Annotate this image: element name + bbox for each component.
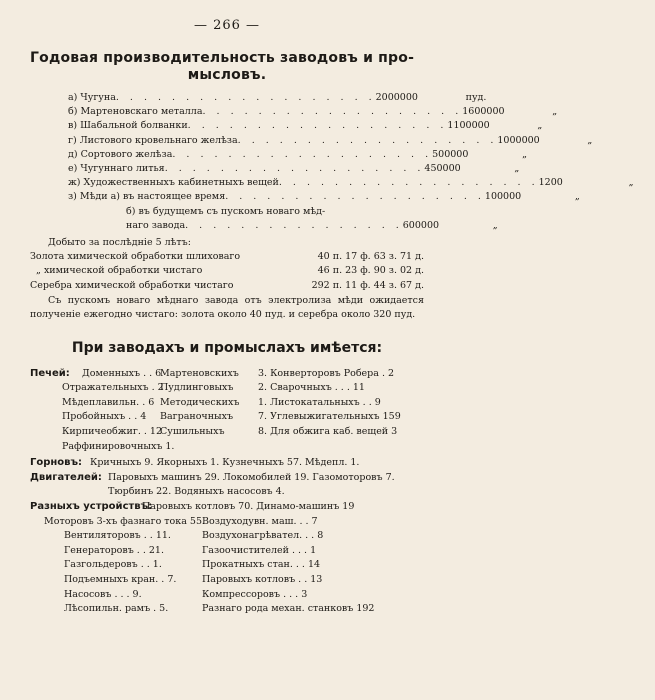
mined-list [30,250,424,294]
furnaces-row: Пробойныхъ . . 4 Ваграночныхъ 7. Углевыжигательныхъ 159 [62,411,401,423]
misc-line-1: Паровыхъ котловъ 70. Динамо-машинъ 19 [142,501,355,512]
production-row: е) Чугуннаго литья . . . . . . . . . . . . . . . . . . . 450000 „ [68,162,520,174]
mined-heading: Добыто за послѣдніе 5 лѣтъ: [48,236,191,248]
misc-row: Моторовъ 3-хъ фазнаго тока 55. Воздуходувн. маш. . . 7 [44,515,318,527]
furnaces-row: Кирпичеобжиг. . 12 Сушильныхъ 8. Для обжига каб. вещей 3 [62,426,398,438]
misc-list [30,516,424,618]
misc-row [30,501,424,516]
forges-row [30,457,424,472]
mined-row: Золота химической обработки шлиховаго 40 п. 17 ф. 63 з. 71 д. [30,250,424,262]
production-row: ж) Художественныхъ кабинетныхъ вещей . . . . . . . . . . . . . . . . . . . 1200 „ [68,177,634,189]
page-number: — 266 — [193,18,261,33]
production-row: д) Сортового желѣза . . . . . . . . . . . . . . . . . . . 500000 „ [68,148,528,160]
engines-line-1: Паровыхъ машинъ 29. Локомобилей 19. Газомоторовъ 7. [108,471,395,483]
forges-caption: Горновъ: [30,457,83,469]
engines-row [30,472,424,487]
title-line-2: мысловъ. [187,67,267,83]
production-row-copper-future: б) въ будущемъ съ пускомъ новаго мѣд- [126,205,326,217]
title [30,50,424,84]
furnaces-caption: Печей: [30,367,70,379]
engines-row [30,486,424,501]
production-row: а) Чугуна . . . . . . . . . . . . . . . . . . . 2000000 пуд. [68,92,487,103]
engines-caption: Двигателей: [30,471,102,483]
production-row-copper-future-value: наго завода . . . . . . . . . . . . . . . . 600000 „ [126,219,498,231]
engines-line-2: Тюрбинъ 22. Водяныхъ насосовъ 4. [108,486,285,498]
misc-row: Генераторовъ . . 21. Газоочистителей . . . 1 [64,544,317,556]
production-list [68,92,634,234]
production-row: з) Мѣди а) въ настоящее время . . . . . . . . . . . . . . . . . . . 100000 „ [68,191,580,203]
furnaces-row: Мѣдеплавильн. . 6 Методическихъ 1. Листокатальныхъ . . 9 [62,396,381,408]
misc-row: Подъемныхъ кран. . 7. Паровыхъ котловъ . . 13 [64,573,323,585]
misc-row: Насосовъ . . . 9. Компрессоровъ . . . 3 [64,588,308,600]
misc-row: Газгольдеровъ . . 1. Прокатныхъ стан. . . 14 [64,559,321,571]
section-heading: При заводахъ и промыслахъ имѣется: [71,339,383,356]
misc-caption: Разныхъ устройствъ: [30,501,153,512]
production-row: в) Шабальной болванки . . . . . . . . . . . . . . . . . . . 1100000 „ [68,120,543,132]
forges-text: Кричныхъ 9. Якорныхъ 1. Кузнечныхъ 57. Мѣдепл. 1. [90,457,360,469]
misc-row: Вентиляторовъ . . 11. Воздухонагрѣвател. . . 8 [64,530,324,542]
production-row: г) Листового кровельнаго желѣза . . . . . . . . . . . . . . . . . . . 1000000 „ [68,134,593,146]
mined-row: Серебра химической обработки чистаго 292 п. 11 ф. 44 з. 67 д. [30,280,424,292]
copper-paragraph: Съ пускомъ новаго мѣднаго завода отъ электролиза мѣди ожидается полученіе ежегодно чистаго: золота около 40 пуд. и серебра около 320 пуд. [30,294,424,320]
title-line-1: Годовая производительность заводовъ и про- [30,50,415,66]
production-row: б) Мартеновскаго металла . . . . . . . . . . . . . . . . . . . 1600000 „ [68,106,558,118]
misc-row: Лѣсопильн. рамъ . 5. Разнаго рода механ. станковъ 192 [64,603,375,615]
furnaces-row: Печей: Доменныхъ . . 6 Мартеновскихъ 3. Конверторовъ Робера . 2 [30,367,395,379]
furnaces-section [30,368,424,456]
furnaces-row: Отражательныхъ . 2 Пудлинговыхъ 2. Сварочныхъ . . . 11 [62,382,365,394]
mined-row: „ химической обработки чистаго 46 п. 23 ф. 90 з. 02 д. [36,265,424,277]
furnaces-row: Раффинировочныхъ 1. [62,440,175,452]
